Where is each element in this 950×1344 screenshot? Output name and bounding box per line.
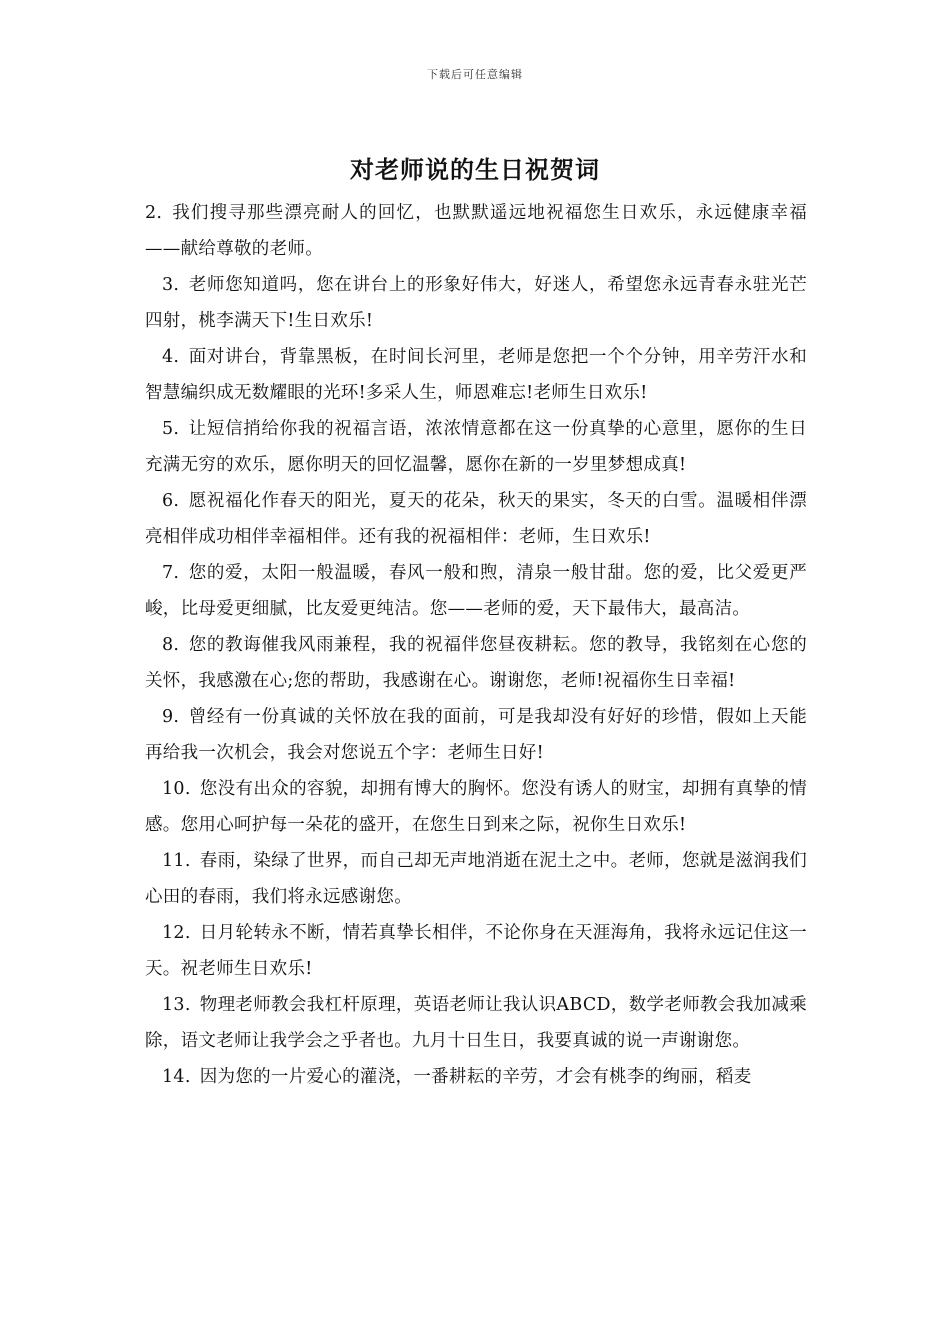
paragraph	[145, 627, 807, 699]
paragraph	[145, 339, 807, 411]
paragraph-number: 5.	[162, 419, 180, 439]
paragraph-text: 您没有出众的容貌，却拥有博大的胸怀。您没有诱人的财宝，却拥有真挚的情感。您用心呵护每一朵花的盛开，在您生日到来之际，祝你生日欢乐!	[145, 779, 807, 835]
paragraph	[145, 267, 807, 339]
paragraph-text: 愿祝福化作春天的阳光，夏天的花朵，秋天的果实，冬天的白雪。温暖相伴漂亮相伴成功相伴幸福相伴。还有我的祝福相伴：老师，生日欢乐!	[145, 491, 807, 547]
paragraph	[145, 1059, 807, 1095]
paragraph-text: 物理老师教会我杠杆原理，英语老师让我认识ABCD，数学老师教会我加减乘除，语文老师让我学会之乎者也。九月十日生日，我要真诚的说一声谢谢您。	[145, 995, 807, 1051]
paragraph-text: 因为您的一片爱心的灌浇，一番耕耘的辛劳，才会有桃李的绚丽，稻麦	[199, 1067, 752, 1087]
paragraph	[145, 843, 807, 915]
paragraph-text: 让短信捎给你我的祝福言语，浓浓情意都在这一份真挚的心意里，愿你的生日充满无穷的欢乐，愿你明天的回忆温馨，愿你在新的一岁里梦想成真!	[145, 419, 807, 475]
paragraph	[145, 411, 807, 483]
document-title: 对老师说的生日祝贺词	[350, 155, 600, 184]
paragraph	[145, 915, 807, 987]
paragraph	[145, 699, 807, 771]
paragraph-number: 3.	[162, 275, 180, 295]
document-body	[145, 195, 807, 1095]
paragraph-number: 8.	[162, 635, 180, 655]
paragraph-number: 2.	[145, 203, 163, 223]
paragraph	[145, 771, 807, 843]
paragraph	[145, 195, 807, 267]
paragraph-number: 13.	[162, 995, 191, 1015]
paragraph-number: 6.	[162, 491, 180, 511]
paragraph-text: 您的爱，太阳一般温暖，春风一般和煦，清泉一般甘甜。您的爱，比父爱更严峻，比母爱更细腻，比友爱更纯洁。您——老师的爱，天下最伟大，最高洁。	[145, 563, 807, 619]
paragraph	[145, 555, 807, 627]
paragraph	[145, 987, 807, 1059]
paragraph-number: 4.	[162, 347, 180, 367]
paragraph-number: 10.	[162, 779, 191, 799]
header-note: 下载后可任意编辑	[427, 68, 523, 81]
paragraph-text: 日月轮转永不断，情若真挚长相伴，不论你身在天涯海角，我将永远记住这一天。祝老师生日欢乐!	[145, 923, 807, 979]
paragraph-number: 14.	[162, 1067, 191, 1087]
paragraph	[145, 483, 807, 555]
paragraph-number: 11.	[162, 851, 191, 871]
paragraph-text: 老师您知道吗，您在讲台上的形象好伟大，好迷人，希望您永远青春永驻光芒四射，桃李满天下!生日欢乐!	[145, 275, 807, 331]
paragraph-text: 我们搜寻那些漂亮耐人的回忆，也默默遥远地祝福您生日欢乐，永远健康幸福——献给尊敬的老师。	[145, 203, 807, 259]
paragraph-number: 9.	[162, 707, 180, 727]
paragraph-text: 曾经有一份真诚的关怀放在我的面前，可是我却没有好好的珍惜，假如上天能再给我一次机会，我会对您说五个字：老师生日好!	[145, 707, 807, 763]
paragraph-text: 您的教诲催我风雨兼程，我的祝福伴您昼夜耕耘。您的教导，我铭刻在心您的关怀，我感激在心;您的帮助，我感谢在心。谢谢您，老师!祝福你生日幸福!	[145, 635, 807, 691]
paragraph-text: 春雨，染绿了世界，而自己却无声地消逝在泥土之中。老师，您就是滋润我们心田的春雨，我们将永远感谢您。	[145, 851, 807, 907]
paragraph-text: 面对讲台，背靠黑板，在时间长河里，老师是您把一个个分钟，用辛劳汗水和智慧编织成无数耀眼的光环!多采人生，师恩难忘!老师生日欢乐!	[145, 347, 807, 403]
paragraph-number: 7.	[162, 563, 180, 583]
paragraph-number: 12.	[162, 923, 191, 943]
